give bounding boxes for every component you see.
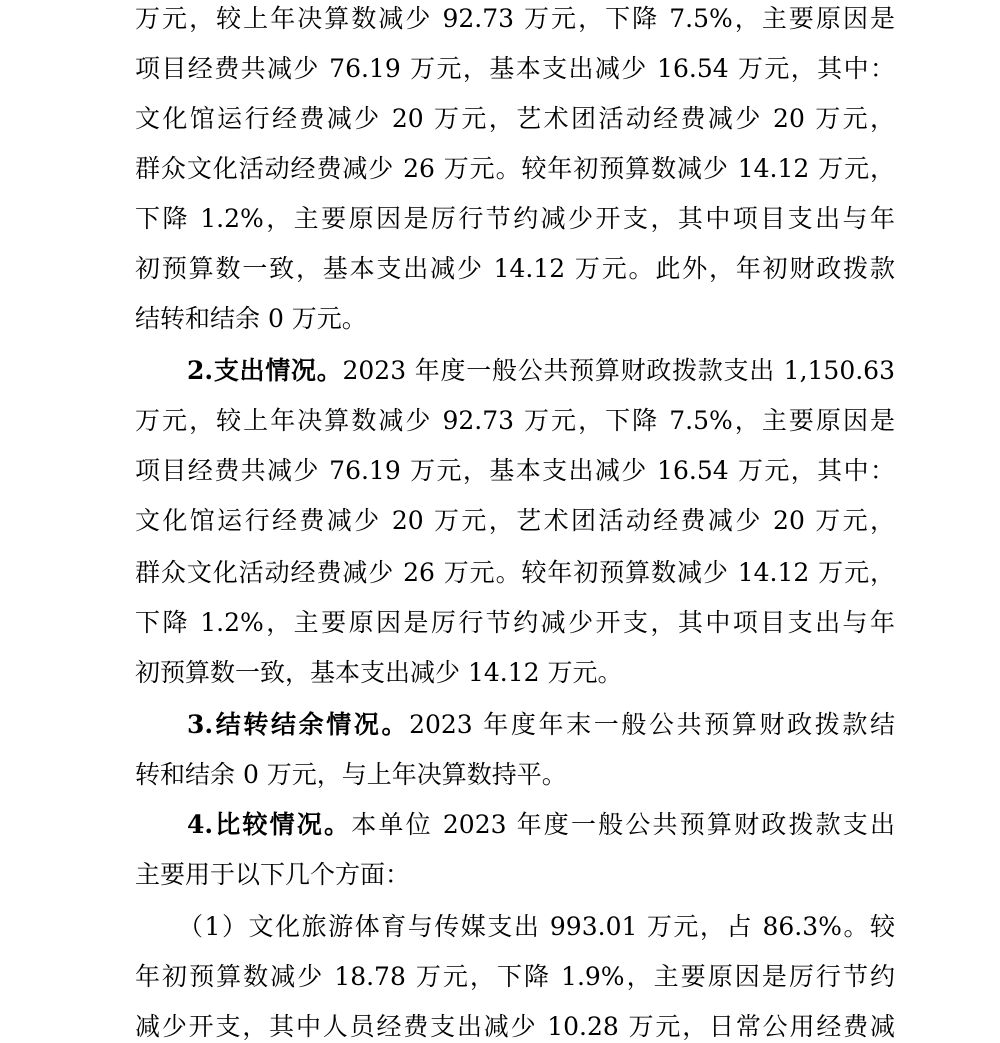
text-line: 减少开支，其中人员经费支出减少 10.28 万元，日常公用经费减: [135, 1012, 895, 1041]
text-line: 下降 1.2%，主要原因是厉行节约减少开支，其中项目支出与年: [135, 204, 895, 233]
text-line: 年初预算数减少 18.78 万元，下降 1.9%，主要原因是厉行节约: [135, 962, 895, 991]
section-4-heading: 4.比较情况。: [187, 810, 352, 839]
text-line: 项目经费共减少 76.19 万元，基本支出减少 16.54 万元，其中：: [135, 54, 895, 83]
section-3-lead: 2023 年度年末一般公共预算财政拨款结: [409, 710, 895, 739]
section-3-first-line: [187, 708, 895, 758]
section-4-lead: 本单位 2023 年度一般公共预算财政拨款支出: [351, 810, 895, 839]
text-line: 转和结余 0 万元，与上年决算数持平。: [135, 760, 567, 789]
text-line: 下降 1.2%，主要原因是厉行节约减少开支，其中项目支出与年: [135, 608, 895, 637]
text-line: 项目经费共减少 76.19 万元，基本支出减少 16.54 万元，其中：: [135, 456, 895, 485]
item-1-first-line: （1）文化旅游体育与传媒支出 993.01 万元，占 86.3%。较: [178, 912, 895, 941]
text-line: 主要用于以下几个方面：: [135, 860, 411, 889]
text-line: 群众文化活动经费减少 26 万元。较年初预算数减少 14.12 万元，: [135, 154, 895, 183]
section-2-lead: 2023 年度一般公共预算财政拨款支出 1,150.63: [342, 356, 895, 385]
text-line: 万元，较上年决算数减少 92.73 万元，下降 7.5%，主要原因是: [135, 4, 895, 33]
text-line: 初预算数一致，基本支出减少 14.12 万元。此外，年初财政拨款: [135, 254, 895, 283]
section-2-heading: 2.支出情况。: [187, 356, 343, 385]
text-line: 结转和结余 0 万元。: [135, 304, 367, 333]
section-3-heading: 3.结转结余情况。: [187, 710, 410, 739]
text-line: 文化馆运行经费减少 20 万元，艺术团活动经费减少 20 万元，: [135, 104, 895, 133]
text-line: 初预算数一致，基本支出减少 14.12 万元。: [135, 658, 623, 687]
section-2-first-line: [187, 354, 895, 404]
text-line: 群众文化活动经费减少 26 万元。较年初预算数减少 14.12 万元，: [135, 558, 895, 587]
section-4-first-line: [187, 808, 895, 858]
text-line: 文化馆运行经费减少 20 万元，艺术团活动经费减少 20 万元，: [135, 506, 895, 535]
text-line: 万元，较上年决算数减少 92.73 万元，下降 7.5%，主要原因是: [135, 406, 895, 435]
